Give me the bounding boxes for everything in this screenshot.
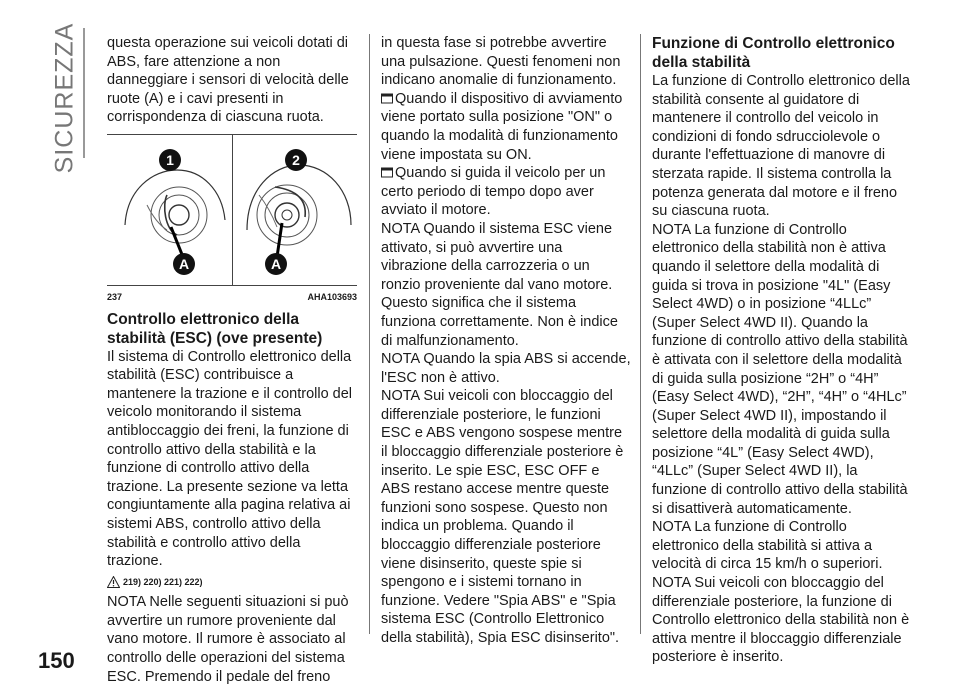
section-tab bbox=[50, 22, 80, 174]
paragraph: NOTA La funzione di Controllo elettronico della stabilità si attiva a velocità di circa 15 km/h o superiori. bbox=[652, 519, 883, 573]
paragraph: questa operazione sui veicoli dotati di ABS, fare attenzione a non danneggiare i sensori di velocità delle ruote (A) e i cavi presenti in corrispondenza di ciascuna ruota. bbox=[107, 35, 349, 126]
paragraph: NOTA La funzione di Controllo elettronico della stabilità non è attiva quando il selettore della modalità di guida si trova in posizione "4L" (Easy Select 4WD) o in posizione “4LLc” (Super Select 4WD II). Quando la funzione di controllo attivo della stabilità è attivata con il selettore della modalità di guida sulla posizione “2H” o “4H” (Easy Select 4WD), “2H”, “4H” o “4HLc” (Super Select 4WD II), impostando il selettore della modalità di guida sulla posizione “4L” (Easy Select 4WD), “4LLc” (Super Select 4WD II), la funzione di controllo attivo della stabilità si disattiverà automaticamente. bbox=[652, 221, 908, 517]
paragraph: NOTA Nelle seguenti situazioni si può avvertire un rumore proveniente dal vano motore. Il rumore è associato al controllo delle operazioni del sistema ESC. Premendo il pedale del freno bbox=[107, 594, 349, 685]
figure-divider bbox=[232, 135, 233, 285]
warning-refs-text: 219) 220) 221) 222) bbox=[123, 576, 203, 587]
warning-triangle-icon bbox=[107, 576, 120, 588]
section-title: SICUREZZA bbox=[50, 22, 79, 174]
paragraph: NOTA Quando la spia ABS si accende, l'ESC non è attivo. bbox=[381, 351, 631, 386]
paragraph: NOTA Quando il sistema ESC viene attivato, si può avvertire una vibrazione della carrozzeria o un ronzio proveniente dal vano motore. Questo significa che il sistema funziona correttamente. Non è indice di malfunzionamento. bbox=[381, 220, 618, 349]
paragraph: La funzione di Controllo elettronico della stabilità consente al guidatore di mantenere il controllo del veicolo in condizioni di fondo sdrucciolevole o durante l'effettuazione di manovre di sterzata rapide. Il sistema controlla la potenza generata dal motore e il freno su ciascuna ruota. bbox=[652, 73, 910, 220]
bullet-item: Quando il dispositivo di avviamento viene portato sulla posizione "ON" o quando la modalità di funzionamento viene impostata su ON. bbox=[381, 90, 623, 163]
section-heading: Controllo elettronico della stabilità (ESC) (ove presente) bbox=[107, 310, 323, 347]
figure-label-a-right: A bbox=[265, 253, 287, 275]
bullet-item: Quando si guida il veicolo per un certo periodo di tempo dopo aver avviato il motore. bbox=[381, 165, 606, 219]
column-2 bbox=[381, 34, 631, 648]
paragraph: Il sistema di Controllo elettronico della stabilità (ESC) contribuisce a mantenere la trazione e il controllo del veicolo monitorando il sistema antibloccaggio dei freni, la funzione di controllo attivo della stabilità e la funzione di controllo attivo della trazione. La presente sezione va letta congiuntamente alla pagina relativa ai sistemi ABS, controllo attivo della stabilità e controllo attivo della trazione. bbox=[107, 348, 353, 570]
page-number: 150 bbox=[38, 648, 75, 673]
figure-caption bbox=[107, 288, 357, 307]
paragraph: NOTA Sui veicoli con bloccaggio del differenziale posteriore, le funzioni ESC e ABS vengono sospese mentre il bloccaggio differenziale posteriore è inserito. Le spie ESC, ESC OFF e ABS restano accese mentre queste funzioni sono sospese. Questo non indica un problema. Quando il bloccaggio differenziale posteriore viene disinserito, queste spie si spengono e i sistemi tornano in funzione. Vedere "Spia ABS" e "Spia sistema ESC (Controllo Elettronico della stabilità), Spia ESC disinserito". bbox=[381, 388, 624, 646]
column-divider-1 bbox=[369, 34, 370, 634]
paragraph: in questa fase si potrebbe avvertire una pulsazione. Questi fenomeni non indicano anomalie di funzionamento. bbox=[381, 35, 621, 89]
figure-label-a-left: A bbox=[173, 253, 195, 275]
figure-code: AHA103693 bbox=[307, 291, 357, 302]
column-divider-2 bbox=[640, 34, 641, 634]
column-1 bbox=[107, 34, 357, 686]
figure-badge-2: 2 bbox=[285, 149, 307, 171]
figure-wheel-sensors bbox=[107, 134, 357, 286]
section-divider bbox=[83, 28, 85, 158]
bullet-square-icon bbox=[381, 92, 393, 104]
warning-references bbox=[107, 573, 357, 592]
figure-number: 237 bbox=[107, 291, 123, 302]
bullet-square-icon bbox=[381, 166, 393, 178]
figure-badge-1: 1 bbox=[159, 149, 181, 171]
paragraph: NOTA Sui veicoli con bloccaggio del differenziale posteriore, la funzione di Controllo elettronico della stabilità non è attiva mentre il bloccaggio differenziale posteriore è inserito. bbox=[652, 575, 910, 666]
column-3 bbox=[652, 34, 912, 667]
section-heading: Funzione di Controllo elettronico della stabilità bbox=[652, 35, 895, 71]
